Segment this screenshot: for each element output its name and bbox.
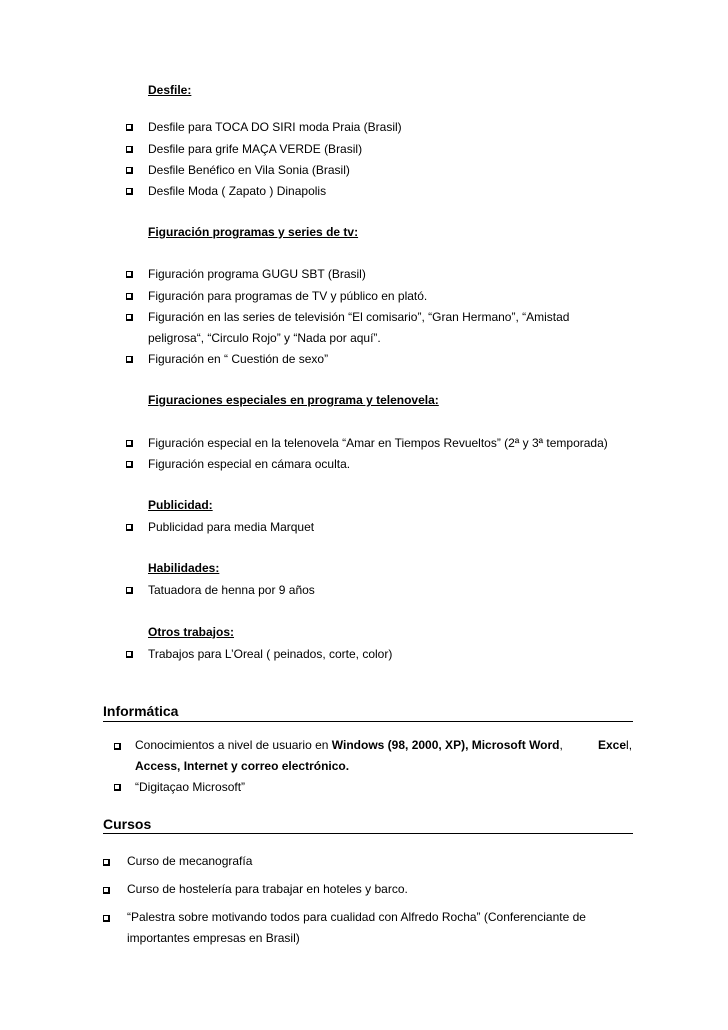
informatica-line [135,737,563,753]
especiales-item: Figuración especial en la telenovela “Amar en Tiempos Revueltos” (2ª y 3ª temporada) [148,436,608,450]
desfile-item: Desfile Moda ( Zapato ) Dinapolis [148,184,327,198]
bullet-square-icon [126,524,133,531]
figuracion-item: Figuración en “ Cuestión de sexo” [148,352,329,366]
section-divider [103,721,633,722]
bullet-square-icon [126,167,133,174]
desfile-item: Desfile para TOCA DO SIRI moda Praia (Brasil) [148,120,402,134]
bullet-square-icon [126,146,133,153]
bullet-square-icon [126,188,133,195]
bullet-square-icon [126,461,133,468]
bullet-square-icon [126,356,133,363]
cursos-item: Curso de mecanografía [127,854,253,868]
bullet-square-icon [114,784,121,791]
bullet-square-icon [103,887,110,894]
especiales-heading: Figuraciones especiales en programa y telenovela: [148,393,439,407]
habilidades-heading: Habilidades: [148,561,220,575]
bullet-square-icon [126,124,133,131]
bullet-square-icon [114,743,121,750]
bullet-square-icon [126,651,133,658]
bullet-square-icon [126,587,133,594]
figuracion-item: Figuración para programas de TV y público en plató. [148,289,428,303]
cursos-item-continuation: importantes empresas en Brasil) [127,931,300,945]
informatica-bold: Windows (98, 2000, XP), Microsoft Word [331,738,560,752]
habilidades-item: Tatuadora de henna por 9 años [148,583,315,597]
desfile-item: Desfile Benéfico en Vila Sonia (Brasil) [148,163,350,177]
section-divider [103,833,633,834]
figuracion-item: Figuración programa GUGU SBT (Brasil) [148,267,366,281]
cursos-title: Cursos [103,816,152,832]
publicidad-heading: Publicidad: [148,498,213,512]
informatica-line2: Access, Internet y correo electrónico. [135,759,350,773]
bullet-square-icon [126,293,133,300]
desfile-heading: Desfile: [148,83,192,97]
bullet-square-icon [103,915,110,922]
publicidad-item: Publicidad para media Marquet [148,520,315,534]
especiales-item: Figuración especial en cámara oculta. [148,457,351,471]
desfile-item: Desfile para grife MAÇA VERDE (Brasil) [148,142,363,156]
figuracion-item: Figuración en las series de televisión “El comisario”, “Gran Hermano”, “Amistad [148,310,570,324]
bullet-square-icon [126,440,133,447]
informatica-item: “Digitaçao Microsoft” [135,780,246,794]
informatica-title: Informática [103,703,179,719]
cursos-item: “Palestra sobre motivando todos para cualidad con Alfredo Rocha” (Conferenciante de [127,910,586,924]
otros-item: Trabajos para L’Oreal ( peinados, corte, color) [148,647,393,661]
cursos-item: Curso de hostelería para trabajar en hoteles y barco. [127,882,408,896]
informatica-comma: , [559,738,563,752]
figuracion-item-continuation: peligrosa“, “Circulo Rojo” y “Nada por aquí”. [148,331,381,345]
bullet-square-icon [126,314,133,321]
informatica-excel: Excel, [598,738,633,752]
otros-heading: Otros trabajos: [148,625,235,639]
informatica-prefix: Conocimientos a nivel de usuario en [135,738,329,752]
bullet-square-icon [103,859,110,866]
bullet-square-icon [126,271,133,278]
figuracion-heading: Figuración programas y series de tv: [148,225,359,239]
